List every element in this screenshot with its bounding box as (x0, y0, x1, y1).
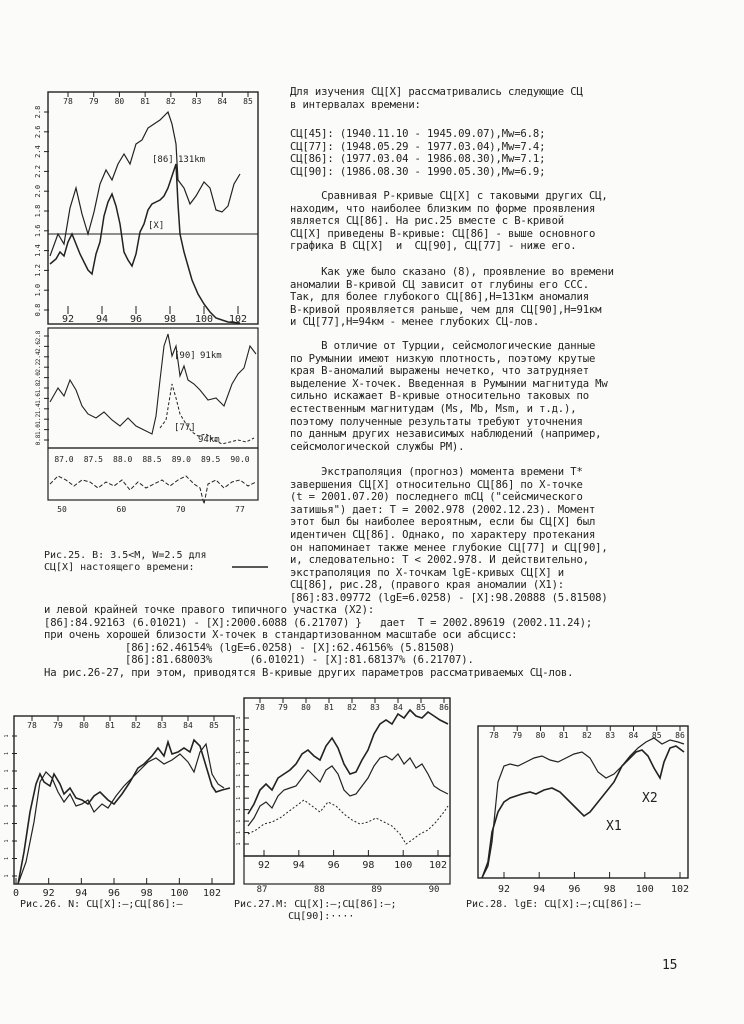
page-number: 15 (662, 958, 678, 973)
tick-label: 81 (324, 703, 334, 712)
y-tick-label: 1 (4, 734, 10, 738)
y-tick-label: 1.2 (35, 413, 42, 425)
fig25-legend-line (232, 564, 272, 570)
y-tick-label: 1 (236, 819, 242, 823)
fig26-frame (14, 716, 234, 884)
figure-26-caption: Рис.26. N: СЦ[Х]:—;СЦ[86]:— (20, 899, 183, 910)
tick-label: 78 (489, 731, 499, 740)
tick-label: 87 (256, 885, 268, 895)
tick-label: 87.5 (83, 455, 103, 464)
tick-label: 81 (558, 731, 569, 740)
y-tick-label: 1 (4, 769, 10, 773)
tick-label: 81 (105, 721, 115, 730)
tick-label: 80 (79, 721, 89, 730)
y-tick-label: 1.8 (35, 382, 42, 394)
tick-label: 100 (194, 314, 214, 325)
tick-label: 0 (12, 888, 20, 899)
figure-28-plot (470, 722, 692, 898)
tick-label: 94 (75, 888, 88, 899)
fig25-label-77: [77] (174, 423, 196, 433)
y-tick-label: 1 (236, 716, 242, 720)
tick-label: 96 (327, 860, 340, 871)
tick-label: 89.5 (201, 455, 221, 464)
y-tick-label: 2.0 (34, 184, 42, 198)
tick-label: 90.0 (230, 455, 250, 464)
paragraph-extrapolation: Экстраполяция (прогноз) момента времени Т* завершения СЦ[Х] относительно СЦ[86] по Х-точке (t = 2001.07.20) последнего mСЦ ("сейсмического затишья") дает: Т = 2002.978 (2002.12.23). Момент этот был бы наиболее вероятным, если бы СЦ[Х] был идентичен СЦ[86]. Однако, по характеру протекания он напоминает также менее глубокие СЦ[77] и СЦ[90], и, следовательно: Т < 2002.978. И действительно, экстраполяция по Х-точкам lgE-кривых СЦ[Х] и СЦ[86], рис.28, (правого края аномалии (Х1): [86]:83.09772 (lgE=6.0258) - [Х]:98.20888 (5.81508) (290, 466, 608, 604)
figure-27 (238, 694, 454, 898)
y-tick-label: 1 (236, 750, 242, 754)
figure-26-plot (4, 712, 238, 898)
fig26-y-ticks (4, 734, 17, 877)
tick-label: 85 (651, 731, 662, 740)
fig26-top-ticks (27, 716, 219, 730)
tick-label: 92 (257, 860, 271, 871)
tick-label: 86 (675, 731, 685, 740)
tick-label: 102 (228, 314, 248, 325)
y-tick-label: 1 (4, 786, 10, 791)
y-tick-label: 1.0 (34, 283, 42, 297)
y-tick-label: 1 (236, 842, 242, 846)
tick-label: 100 (635, 884, 654, 895)
tick-label: 102 (670, 884, 690, 895)
tick-label: 83 (191, 97, 202, 106)
tick-label: 102 (428, 860, 448, 871)
paragraph-intro: Для изучения СЦ[Х] рассматривались следующие СЦ в интервалах времени: (290, 86, 583, 111)
y-tick-label: 1 (236, 727, 242, 731)
y-tick-label: 1 (236, 785, 242, 789)
fig28-curve-x (482, 746, 684, 878)
figure-25-caption: Рис.25. В: 3.5<M, W=2.5 для СЦ[Х] настоящего времени: (44, 550, 207, 573)
tick-label: 85 (416, 703, 426, 712)
fig25-mid-tick-labels (54, 455, 249, 464)
tick-label: 88.5 (142, 455, 162, 464)
paragraph-intervals: СЦ[45]: (1940.11.10 - 1945.09.07),Mw=6.8; СЦ[77]: (1948.05.29 - 1977.03.04),Mw=7.4; СЦ[86]: (1977.03.04 - 1986.08.30),Mw=7.1; СЦ[90]: (1986.08.30 - 1990.05.30),Mw=6.9; (290, 128, 546, 178)
figure-25-plot (28, 84, 264, 516)
tick-label: 92 (497, 884, 511, 895)
fig25-label-86: [86] (152, 155, 174, 165)
y-tick-label: 2.0 (35, 372, 42, 384)
fig28-label-x2: X2 (642, 791, 658, 806)
tick-label: 79 (512, 731, 523, 740)
tick-label: 98 (362, 860, 375, 871)
fig27-curve-90 (248, 800, 448, 844)
tick-label: 60 (116, 505, 127, 514)
y-tick-label: 1 (236, 762, 242, 766)
y-tick-label: 1 (236, 739, 242, 743)
fig26-bottom-ticks (13, 878, 221, 899)
y-tick-label: 2.8 (34, 105, 42, 119)
y-tick-label: 1 (4, 804, 10, 808)
fig25-bottom-ticks (62, 306, 247, 325)
fig27-bottom-ticks (258, 850, 447, 871)
y-tick-label: 1 (4, 874, 10, 878)
fig25-lower-tick-labels (57, 505, 245, 514)
tick-label: 70 (175, 505, 186, 514)
tick-label: 92 (61, 314, 75, 325)
fig25-y-ticks-mid (35, 330, 49, 445)
fig28-curve-86 (482, 738, 684, 878)
tick-label: 83 (157, 721, 167, 730)
tick-label: 80 (535, 731, 546, 740)
fig25-curve-90 (50, 334, 256, 434)
y-tick-label: 1.4 (34, 244, 42, 257)
y-tick-label: 0.8 (34, 303, 42, 317)
tick-label: 82 (582, 731, 592, 740)
y-tick-label: 1.0 (35, 424, 42, 436)
tick-label: 79 (88, 97, 99, 106)
tick-label: 94 (95, 314, 109, 325)
figure-26 (4, 712, 238, 898)
tick-label: 78 (63, 97, 73, 106)
tick-label: 96 (129, 314, 143, 325)
tick-label: 84 (628, 731, 639, 740)
figure-27-plot (238, 694, 454, 898)
tick-label: 102 (202, 888, 222, 899)
tick-label: 77 (235, 505, 245, 514)
tick-label: 85 (243, 97, 253, 106)
tick-label: 79 (53, 721, 63, 730)
figure-25 (28, 84, 264, 516)
tick-label: 96 (568, 884, 581, 895)
tick-label: 92 (42, 888, 55, 899)
tick-label: 86 (439, 703, 449, 712)
y-tick-label: 2.6 (34, 125, 42, 139)
tick-label: 82 (166, 97, 176, 106)
tick-label: 80 (301, 703, 311, 712)
paragraph-depth: Как уже было сказано (8), проявление во времени аномалии В-кривой СЦ зависит от глубины его ССС. Так, для более глубокого СЦ[86],Н=131км аномалия В-кривой проявляется раньше, чем для СЦ[90],Н=91км и СЦ[77],Н=94км - менее глубоких СЦ-лов. (290, 266, 614, 329)
y-tick-label: 1 (4, 751, 10, 756)
fig25-top-ticks (63, 92, 253, 106)
y-tick-label: 1 (236, 831, 242, 835)
y-tick-label: 1 (4, 856, 10, 861)
figure-27-caption: Рис.27.M: СЦ[Х]:—;СЦ[86]:—; СЦ[90]:···· (234, 899, 397, 922)
figure-28-caption: Рис.28. lgE: СЦ[Х]:—;СЦ[86]:— (466, 899, 641, 910)
tick-label: 98 (603, 884, 616, 895)
tick-label: 94 (533, 884, 546, 895)
y-tick-label: 1.2 (34, 264, 42, 277)
fig27-lower-ticks (257, 885, 440, 895)
y-tick-label: 2.6 (35, 340, 42, 352)
tick-label: 82 (131, 721, 141, 730)
fig28-label-x1: X1 (606, 819, 622, 834)
tick-label: 85 (209, 721, 219, 730)
tick-label: 89.0 (171, 455, 191, 464)
y-tick-label: 1 (4, 821, 10, 826)
tick-label: 89 (371, 885, 383, 895)
y-tick-label: 2.2 (35, 361, 42, 373)
fig26-curve-86 (18, 744, 224, 884)
paragraph-compare: Сравнивая Р-кривые СЦ[Х] с таковыми других СЦ, находим, что наиболее близким по форме проявления является СЦ[86]. На рис.25 вместе с В-кривой СЦ[Х] приведены В-кривые: СЦ[86] - выше основного графика В СЦ[Х] и СЦ[90], СЦ[77] - ниже его. (290, 190, 608, 253)
tick-label: 50 (57, 505, 67, 514)
fig28-top-ticks (489, 726, 685, 740)
tick-label: 90 (428, 885, 440, 895)
y-tick-label: 1.8 (34, 204, 42, 218)
y-tick-label: 1.6 (35, 392, 42, 404)
fig25-curve-x (50, 164, 240, 323)
y-tick-label: 1 (236, 773, 242, 777)
fig27-top-ticks (255, 698, 449, 712)
tick-label: 87.0 (54, 455, 74, 464)
paragraph-x-points: и левой крайней точке правого типичного участка (Х2): [86]:84.92163 (6.01021) - [Х]:2000.6088 (6.21707) } дает Т = 2002.89619 (2002.11.24); при очень хорошей близости Х-точек в стандартизованном масштабе оси абсцисс: [86]:62.46154% (lgE=6.0258) - [Х]:62.46156% (5.81508) [86]:81.68003% (6.01021) - [Х]:81.68137% (6.21707). На рис.26-27, при этом, приводятся В-кривые других параметров рассматриваемых СЦ-лов. (44, 604, 593, 679)
fig25-label-131: 131km (178, 155, 206, 165)
fig25-label-94: 94km (198, 435, 220, 445)
tick-label: 84 (183, 721, 193, 730)
y-tick-label: 1 (236, 808, 242, 812)
tick-label: 83 (605, 731, 616, 740)
tick-label: 80 (114, 97, 125, 106)
tick-label: 98 (163, 314, 177, 325)
fig25-label-91: 91km (200, 351, 222, 361)
tick-label: 100 (394, 860, 413, 871)
tick-label: 96 (107, 888, 121, 899)
y-tick-label: 1 (236, 796, 242, 800)
y-tick-label: 1.6 (34, 224, 42, 238)
fig28-bottom-ticks (498, 872, 689, 895)
tick-label: 81 (140, 97, 150, 106)
tick-label: 79 (278, 703, 288, 712)
tick-label: 88 (313, 885, 325, 895)
y-tick-label: 1 (4, 839, 10, 843)
fig27-curve-86 (248, 754, 448, 826)
fig27-frame (244, 698, 450, 856)
tick-label: 83 (370, 703, 380, 712)
fig26-curve-x (18, 740, 230, 884)
paragraph-romania: В отличие от Турции, сейсмологические данные по Румынии имеют низкую плотность, поэтому крутые края В-аномалий выражены нечетко, что затрудняет выделение Х-точек. Введенная в Румынии магнитуда Mw сильно искажает В-кривые относительно таковых по естественным магнитудам (Ms, Mb, Msm, и т.д.), поэтому полученные результаты требуют уточнения по данным других независимых наблюдений (например, сейсмологической службы РМ). (290, 340, 608, 453)
fig25-y-ticks-upper (34, 106, 49, 317)
figure-28 (470, 722, 692, 898)
y-tick-label: 2.2 (34, 165, 42, 178)
y-tick-label: 2.8 (35, 330, 42, 342)
tick-label: 88.0 (113, 455, 133, 464)
y-tick-label: 1.4 (35, 403, 42, 415)
tick-label: 78 (27, 721, 37, 730)
y-tick-label: 2.4 (34, 145, 42, 158)
fig25-label-90: [90] (174, 351, 196, 361)
fig27-curve-x (248, 710, 448, 814)
y-tick-label: 0.8 (35, 434, 42, 446)
tick-label: 84 (217, 97, 228, 106)
tick-label: 98 (140, 888, 153, 899)
fig27-y-ticks (236, 716, 249, 845)
fig25-label-x: [X] (148, 221, 165, 231)
tick-label: 84 (393, 703, 403, 712)
tick-label: 100 (170, 888, 189, 899)
tick-label: 78 (255, 703, 265, 712)
tick-label: 82 (347, 703, 357, 712)
y-tick-label: 2.4 (35, 351, 42, 363)
fig27-lower-frame (244, 856, 450, 884)
tick-label: 94 (292, 860, 305, 871)
